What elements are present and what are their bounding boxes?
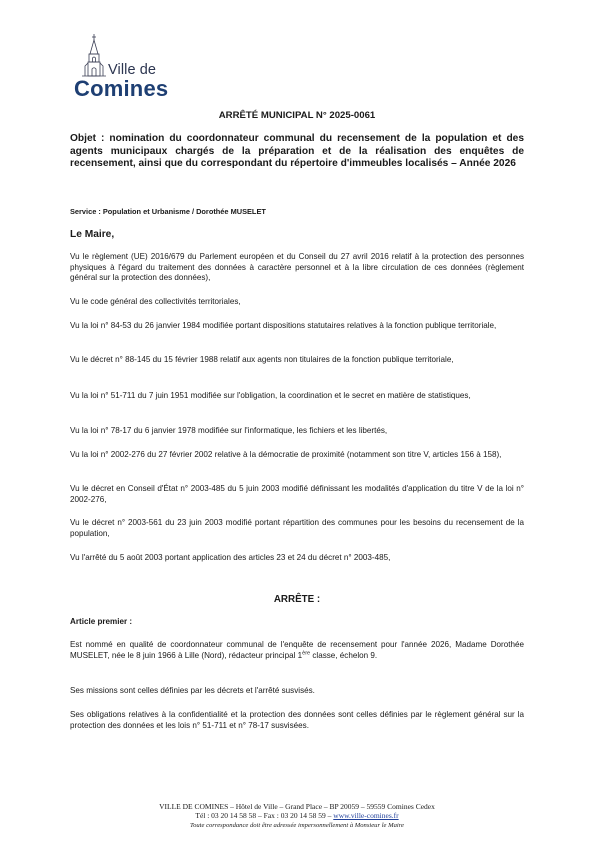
le-maire-heading: Le Maire, bbox=[70, 229, 115, 240]
logo-line-ville-de: Ville de bbox=[108, 62, 157, 78]
nomination-text: Est nommé en qualité de coordonnateur communal de l'enquête de recensement pour l'année 2026, Madame Dorothée MUSELET, née le 8 juin 1966 à Lille (Nord), rédacteur principal 1 bbox=[70, 640, 524, 660]
page-footer bbox=[70, 802, 524, 830]
footer-note: Toute correspondance doit être adressée impersonnellement à Monsieur le Maire bbox=[190, 821, 404, 829]
footer-phone-fax: Tél : 03 20 14 58 58 – Fax : 03 20 14 58 59 – bbox=[195, 811, 334, 821]
visa-paragraph: Vu le décret n° 88-145 du 15 février 1988 relatif aux agents non titulaires de la fonction publique territoriale, bbox=[70, 355, 454, 364]
footer-address: VILLE DE COMINES – Hôtel de Ville – Grand Place – BP 20059 – 59559 Comines Cedex bbox=[159, 802, 435, 811]
document-title: ARRÊTÉ MUNICIPAL N° 2025-0061 bbox=[218, 110, 376, 121]
visa-paragraph: Vu la loi n° 84-53 du 26 janvier 1984 modifiée portant dispositions statutaires relatives à la fonction publique territoriale, bbox=[70, 321, 497, 330]
ville-de-comines-logo bbox=[74, 32, 178, 110]
article-premier-heading: Article premier : bbox=[70, 617, 133, 626]
visa-paragraph: Vu le décret n° 2003-561 du 23 juin 2003 modifié portant répartition des communes pour les besoins du recensement de la population, bbox=[70, 518, 524, 538]
website-link[interactable]: www.ville-comines.fr bbox=[333, 811, 399, 821]
footer-contact bbox=[70, 811, 524, 820]
article-paragraph-obligations: Ses obligations relatives à la confidentialité et la protection des données sont celles définies par le règlement général sur la protection des données et les lois n° 51-711 et n° 78-17 susvisées. bbox=[70, 710, 524, 730]
service-line: Service : Population et Urbanisme / Dorothée MUSELET bbox=[70, 207, 266, 216]
visa-paragraph: Vu le règlement (UE) 2016/679 du Parlement européen et du Conseil du 27 avril 2016 relatif à la protection des personnes physiques à l'égard du traitement des données à caractère personnel et à la libre circulation de ces données (règlement général sur la protection des données), bbox=[70, 252, 524, 283]
visa-paragraph: Vu la loi n° 51-711 du 7 juin 1951 modifiée sur l'obligation, la coordination et le secret en matière de statistiques, bbox=[70, 391, 471, 400]
visa-paragraph: Vu la loi n° 2002-276 du 27 février 2002 relative à la démocratie de proximité (notamment son titre V, articles 156 à 158), bbox=[70, 450, 502, 459]
objet-heading: Objet : nomination du coordonnateur communal du recensement de la population et des agents municipaux chargés de la préparation et de la réalisation des enquêtes de recensement, ainsi que du correspondant du répertoire d'immeubles localisés – Année 2026 bbox=[70, 133, 524, 170]
visa-paragraph: Vu le décret en Conseil d'État n° 2003-485 du 5 juin 2003 modifié définissant les modalités d'application du titre V de la loi n° 2002-276, bbox=[70, 484, 524, 504]
article-paragraph-missions: Ses missions sont celles définies par les décrets et l'arrêté susvisés. bbox=[70, 686, 315, 695]
article-paragraph-nomination bbox=[70, 640, 524, 661]
logo-line-comines: Comines bbox=[74, 76, 169, 101]
arrete-heading: ARRÊTE : bbox=[273, 594, 321, 605]
visa-paragraph: Vu la loi n° 78-17 du 6 janvier 1978 modifiée sur l'informatique, les fichiers et les libertés, bbox=[70, 426, 388, 435]
visa-paragraph: Vu le code général des collectivités territoriales, bbox=[70, 297, 241, 306]
ordinal-superscript: ère bbox=[302, 649, 311, 656]
nomination-text-end: classe, échelon 9. bbox=[310, 650, 378, 660]
visa-paragraph: Vu l'arrêté du 5 août 2003 portant application des articles 23 et 24 du décret n° 2003-485, bbox=[70, 553, 391, 562]
